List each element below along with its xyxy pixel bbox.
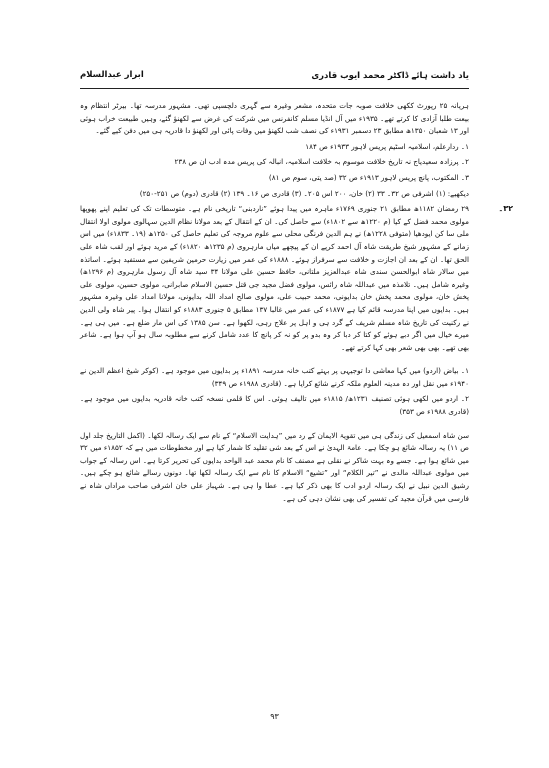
note-line: آل احمد کرپے ان کے پیچھے میاں مارہروی (م ۱۲۳۵ھ ۱۸۲۰ء) کے مرید ہوئے اور لقب شاہ علی الحق تھا۔ ان کے بعد ان اجازت و خلافت سے: [80, 241, 469, 264]
reference-item: ۳۔ المکتوب، پانچ پریس لاہور ۱۹۱۳ء ص ۳۲ (صد یتی، سوم ص ۸۱): [268, 172, 469, 182]
works-line: ۱۔ بیاض (اردو) میں کہا معاشی دا توجیہی پر بہتے کتب خانہ مدرسہ ۱۸۹۱ء پر بدایوں میں موجود ہے۔ (کوکر شیخ اعظم الدین نے ۱۹۴۰ء میں نقل اور دہ مدینہ: [80, 366, 470, 388]
header-rule: [80, 88, 469, 89]
body-text: [80, 100, 513, 508]
note-line: ۲۹ رمضان ۱۱۸۲ھ مطابق ۲۱ جنوری ۱۷۶۹ء ماہرہ میں پیدا ہوئے ”ناردبنی“ تاریخی نام ہے۔ متوسطات تک کی تعلیم اپنے پھوپھا: [80, 204, 469, 214]
reference-list: [80, 141, 469, 185]
intro-line: آل انڈیا مسلم کانفرنس میں شرکت کی غرض سے لکھنؤ گئے، وہیں طبیعت خراب ہوئی اور ۱۳ شعبان ۱۳۵۰ھ مطابق ۲۳ دسمبر ۱۹۳۱ء کی نصف شب: [80, 113, 469, 136]
works-line: ۱۹۸۸ء ص ۳۵۳): [399, 407, 446, 417]
running-header: [80, 70, 469, 86]
note-line: ایودھیا (متوفی ۱۲۲۸ھ) نے ہم الدین فرنگی محلی سے علوم مروجہ کی تعلیم حاصل کی ۱۲۵۰ھ (۱۹۔ ۱۸۳۳ء) میں اس زمانے کے مشہور شیخ طریقت شاہ: [80, 229, 469, 251]
page-number: ۹۳: [270, 712, 279, 721]
closing-line: علی خان اشرفی صاحب مراداں شاہ نے فارسی میں قرآن مجید کی تفسیر کی بھی نشان دہی کی ہے۔: [80, 481, 469, 503]
intro-line: ہریانہ ۲۵ رپورٹ ککھی خلافت صوبہ جات متحدہ، مشعر وغیرہ سے گہری دلچسپی تھی۔ مشہور مدرسہ تھا۔ بیرٹر انتظام وہ بیعت طلبا آزادی کا کرتے تھے۔ ۱۹۳۵ء میں: [80, 101, 470, 123]
note-paragraph: [80, 203, 469, 354]
closing-line: رسالہ شائع ہو چکا ہے۔ عامۃ الہدیٰ نے اس کے بعد شی تقلید کا شمار کیا ہے اور مخطوطات میں ہے کہ ۱۸۵۲ء میں ۳۲ میں شائع ہوا ہے۔ جسے وہ بہت شاکر: [80, 443, 469, 465]
page-footer: [0, 712, 549, 721]
closing-line: سن شاہ اسمعیل کی زندگی ہی میں تقویۃ الایمان کے رد میں ”ہدایت الاسلام“ کے نام سے ایک رسالہ لکھا۔ (اکمل التاریخ جلد اول ص ۱۱) یہ: [80, 430, 469, 453]
see-also-line: دیکھیے: (۱) اشرفی ص ۳۲۔ ۳۳ (۲) خان، ۲۰۰ اس ۲۰۵۔ (۳) قادری ص ۱۶۔ ۱۳۹ (۲) قادری (دوم) ص ۲۵۱-۲۵۰): [139, 188, 469, 198]
note-line: رہی، لکھوا ہے۔ سن ۱۳۸۵ کی اس مار ضلع ہے۔ میں ہی ہے۔ میرے خیال میں اگر دبے ہوئے کو کتا کر دبا کر وہ بدو پر کو نہ کر پانچ کا عدد شامل کرنے سے: [80, 317, 469, 340]
note-number: ۳۲۔: [498, 204, 513, 214]
section-gap: [80, 422, 469, 430]
note-line: قائم کیا ہے ۱۸۷۷ء کی عمر میں غالبا ۱۳۷ مطابق ۵ جنوری ۱۸۸۳ء کو انتقال ہوا۔ پیر شاہ ولی الدین نے رکنیت کی تاریخ شاہ مسلم شریف کے گرد ہی و اہل پر علاج: [80, 304, 469, 327]
section-gap: [80, 357, 469, 365]
note-entry: [80, 203, 513, 354]
closing-line: سے ایک رسالہ لکھا تھا۔ دونوں رسالے شائع ہو چکے ہیں۔ رشیق الدین نبیل نے ایک رسالہ اردو ادب کا بھی ذکر کیا ہے۔ عطا وا ہی ہے۔ شہباز: [80, 468, 469, 491]
intro-line: لکھنؤ میں وفات پائی اور لکھنؤ دا قادریہ ہی میں دفن کیے گئے۔: [95, 126, 284, 136]
works-item: [80, 365, 469, 390]
closing-paragraph: [80, 430, 469, 506]
note-line: سرفراز ہوئے۔ ۱۸۸۸ء کی عمر میں زیارت حرمین شریفین سے مستفید ہوئے۔ اساتذہ میں سالار شاہ ابوالحسن سندی شاہ عبدالعزیز: [80, 254, 469, 277]
header-book-title: یاد داشت ہائے ڈاکٹر محمد ایوب قادری: [311, 71, 469, 81]
note-line: ملتانی، حافظ حسین علی مولانا ۳۴ سید شاہ آل رسول مارہروی (م ۱۲۹۶ھ) وغیرہ شامل ہیں۔ تلامذہ میں عبداللہ شاہ رائس، مولوی فضل مجید جی قتل حسین الاسلام: [80, 267, 469, 289]
works-line: ۲۔ اردو میں لکھی ہوئی تصنیف ۱۲۳۱ھ/ ۱۸۱۵ء میں تالیف ہوئی۔ اس کا قلمی نسخہ کتب خانہ قادریہ بدایوں میں موجود ہے۔ (قادری: [80, 394, 469, 417]
note-line: مطلوبہ سال ہو آپ ہوا ہے۔ شاعر بھی تھے۔ بھی بھی شعر بھی کہا کرتے تھے۔: [80, 330, 469, 352]
works-line: العلوم ملکہ کرنے شائع کرایا ہے۔ (قادری ۱۹۸۸ء ص ۳۴۹): [211, 378, 382, 388]
note-line: صابرانی، مولوی حسین، مولوی علی پخش خان، مولوی محمد پخش خان بدایونی، محمد حبیب علی، مولوی صالح امداد اللہ بدایونی، مولانا امداد علی وغیرہ مشہور ہیں۔ بدایوں میں اپنا مدرسہ: [80, 279, 470, 314]
intro-paragraph: [80, 100, 469, 138]
reference-item: ۲۔ پرزادہ سعیدیاج نہ تاریخ خلافت موسوم بہ خلافت اسلامیہ، انبالہ کی پریس مدہ ادب ان ص ۲۳۸: [174, 157, 469, 167]
works-item: [80, 393, 469, 418]
reference-item: ۱۔ ردارعلم، اسلامیہ اسٹیم پریس لاہور ۱۹۳۳ء ص ۱۸۴: [305, 141, 469, 151]
closing-line: نے نقلی ہے مصنف کا نام محمد عبد الواحد بدایوں کی تحریر کرتا ہے۔ اس رسالہ کے جواب میں مولوی عبداللہ مالدی نے ”تیر الکلام“ اور ”تشیع“ الاسلام کا نام: [80, 455, 469, 478]
header-author: ابرار عبدالسلام: [80, 70, 144, 80]
note-line: مولوی محمد فضل کے کیا (م ۱۲۲۰ھ سے ۱۸۰۲ء) سے حاصل کی۔ ان کے انتقال کے بعد مولانا نظام الدین سہالوی مولوی اولا انتقال ملی سا کن: [80, 216, 470, 239]
